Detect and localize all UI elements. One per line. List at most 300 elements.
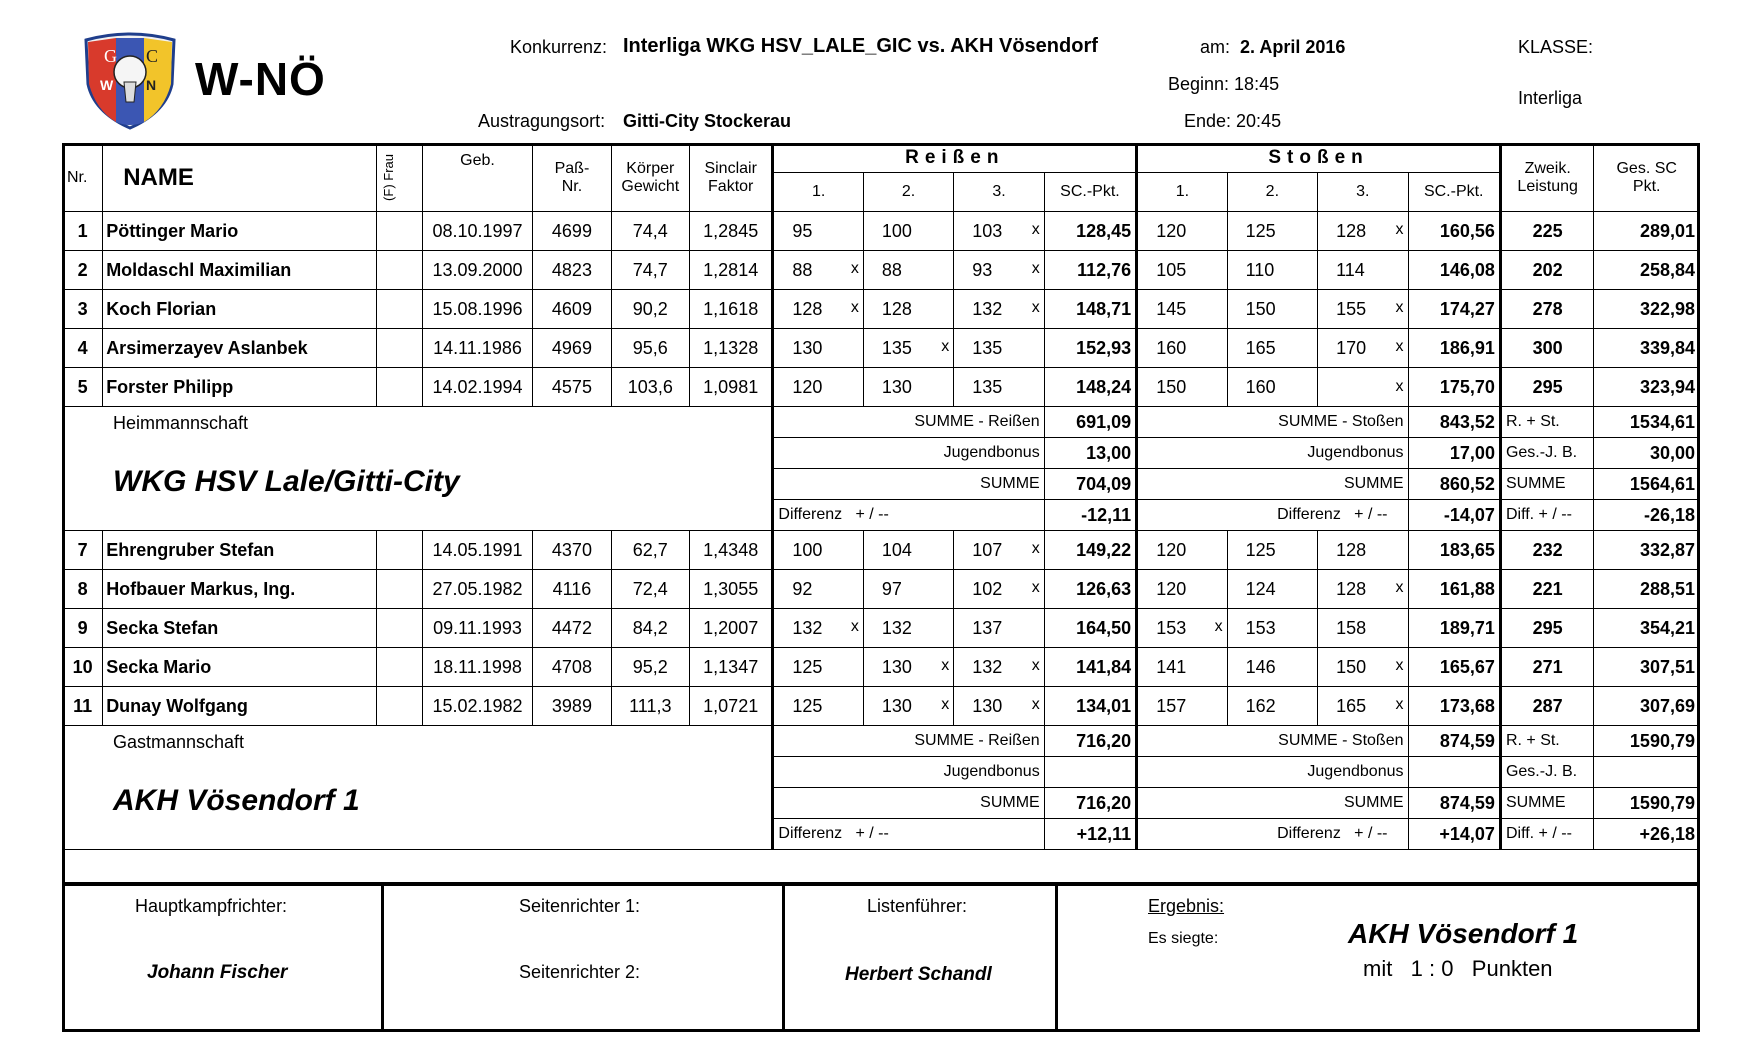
athlete-row (63, 329, 1700, 368)
club-logo (80, 32, 180, 130)
athlete-weight: 103,6 (611, 368, 689, 407)
fail-mark: x (1031, 539, 1040, 557)
attempt-value: 128 (1336, 220, 1367, 241)
jerk-attempt-1 (1137, 648, 1227, 687)
sum-reissen-label: SUMME - Reißen (773, 726, 1044, 757)
athlete-ges-sc: 322,98 (1594, 290, 1700, 329)
sum-stossen-value: 843,52 (1408, 407, 1500, 438)
athlete-sinclair: 1,2007 (690, 609, 773, 648)
snatch-attempt-1 (773, 609, 863, 648)
jerk-sc: 165,67 (1408, 648, 1500, 687)
athlete-frau (376, 648, 422, 687)
athlete-sinclair: 1,2814 (690, 251, 773, 290)
guest-team-label: Gastmannschaft (113, 732, 245, 752)
attempt-value: 93 (972, 259, 993, 280)
athlete-nr: 11 (63, 687, 103, 726)
snatch-attempt-1 (773, 570, 863, 609)
austragungsort-value: Gitti-City Stockerau (623, 111, 792, 131)
jerk-attempt-2 (1227, 212, 1317, 251)
jerk-attempt-2 (1227, 290, 1317, 329)
fail-mark: x (850, 298, 859, 316)
summe-total-value: 1590,79 (1594, 788, 1700, 819)
athlete-frau (376, 290, 422, 329)
athlete-sinclair: 1,1328 (690, 329, 773, 368)
athlete-frau (376, 531, 422, 570)
sum-reissen-label: SUMME - Reißen (773, 407, 1044, 438)
fail-mark: x (1031, 695, 1040, 713)
athlete-name: Koch Florian (103, 290, 376, 329)
summe-stossen-label: SUMME (1137, 469, 1408, 500)
athlete-sinclair: 1,1347 (690, 648, 773, 687)
athlete-frau (376, 329, 422, 368)
athlete-frau (376, 609, 422, 648)
jerk-sc: 160,56 (1408, 212, 1500, 251)
athlete-name: Ehrengruber Stefan (103, 531, 376, 570)
summe-reissen-label: SUMME (773, 788, 1044, 819)
athlete-geb: 08.10.1997 (422, 212, 533, 251)
summe-total-value: 1564,61 (1594, 469, 1700, 500)
athlete-sinclair: 1,3055 (690, 570, 773, 609)
col-geb: Geb. (422, 144, 533, 212)
snatch-attempt-2 (863, 329, 953, 368)
athlete-pass: 3989 (533, 687, 611, 726)
jugendbonus-stossen-value (1408, 757, 1500, 788)
athlete-zweikampf: 278 (1500, 290, 1593, 329)
snatch-attempt-1 (773, 368, 863, 407)
snatch-attempt-3 (954, 531, 1044, 570)
home-team-box (63, 407, 773, 531)
athlete-zweikampf: 300 (1500, 329, 1593, 368)
athlete-name: Dunay Wolfgang (103, 687, 376, 726)
attempt-value: 160 (1156, 337, 1187, 358)
differenz-reissen-label: Differenz + / -- (773, 500, 1044, 531)
guest-team-box (63, 726, 773, 850)
es-siegte-label: Es siegte: (1148, 930, 1219, 947)
attempt-value: 125 (1245, 220, 1276, 241)
athlete-weight: 74,4 (611, 212, 689, 251)
col-zweik: Zweik. Leistung (1500, 144, 1593, 212)
col-r2: 2. (863, 173, 953, 212)
col-s3: 3. (1318, 173, 1408, 212)
protocol-sheet (62, 143, 1700, 1032)
fail-mark: x (1395, 695, 1404, 713)
fail-mark: x (1395, 656, 1404, 674)
snatch-attempt-2 (863, 251, 953, 290)
athlete-zweikampf: 221 (1500, 570, 1593, 609)
athlete-ges-sc: 332,87 (1594, 531, 1700, 570)
athlete-nr: 7 (63, 531, 103, 570)
austragungsort-label: Austragungsort: (478, 111, 606, 131)
athlete-weight: 62,7 (611, 531, 689, 570)
athlete-name: Forster Philipp (103, 368, 376, 407)
attempt-value: 135 (972, 337, 1003, 358)
snatch-attempt-2 (863, 212, 953, 251)
athlete-row (63, 687, 1700, 726)
klasse-value: Interliga (1518, 88, 1583, 108)
athlete-zweikampf: 295 (1500, 368, 1593, 407)
athlete-row (63, 251, 1700, 290)
ende-time: Ende: 20:45 (1184, 111, 1282, 131)
header-row-1 (63, 144, 1700, 173)
snatch-attempt-3 (954, 687, 1044, 726)
sum-stossen-label: SUMME - Stoßen (1137, 407, 1408, 438)
athlete-nr: 1 (63, 212, 103, 251)
summe-stossen-label: SUMME (1137, 788, 1408, 819)
athlete-ges-sc: 258,84 (1594, 251, 1700, 290)
guest-sum-row (63, 726, 1700, 757)
differenz-reissen-value: +12,11 (1044, 819, 1136, 850)
svg-text:C: C (146, 46, 159, 66)
attempt-value: 157 (1156, 695, 1187, 716)
klasse-label: KLASSE: (1518, 37, 1594, 57)
snatch-attempt-1 (773, 212, 863, 251)
snatch-attempt-1 (773, 251, 863, 290)
athlete-pass: 4699 (533, 212, 611, 251)
jerk-attempt-1 (1137, 329, 1227, 368)
jerk-attempt-3 (1318, 609, 1408, 648)
snatch-attempt-1 (773, 290, 863, 329)
attempt-value: 100 (792, 539, 823, 560)
summe-total-label: SUMME (1500, 469, 1593, 500)
snatch-sc: 148,24 (1044, 368, 1136, 407)
athlete-weight: 72,4 (611, 570, 689, 609)
athlete-nr: 10 (63, 648, 103, 687)
jerk-sc: 175,70 (1408, 368, 1500, 407)
differenz-total-label: Diff. + / -- (1500, 819, 1593, 850)
differenz-total-label: Diff. + / -- (1500, 500, 1593, 531)
athlete-pass: 4609 (533, 290, 611, 329)
athlete-row (63, 290, 1700, 329)
fail-mark: x (1395, 337, 1404, 355)
jugendbonus-total-label: Ges.-J. B. (1500, 438, 1593, 469)
col-gessc: Ges. SC Pkt. (1594, 144, 1700, 212)
differenz-reissen-label: Differenz + / -- (773, 819, 1044, 850)
fail-mark: x (850, 259, 859, 277)
attempt-value: 100 (881, 220, 912, 241)
attempt-value: 135 (972, 376, 1003, 397)
athlete-geb: 13.09.2000 (422, 251, 533, 290)
athlete-ges-sc: 339,84 (1594, 329, 1700, 368)
col-name: NAME (103, 144, 376, 212)
sum-total-label: R. + St. (1500, 407, 1593, 438)
athlete-nr: 5 (63, 368, 103, 407)
athlete-geb: 18.11.1998 (422, 648, 533, 687)
athlete-zweikampf: 232 (1500, 531, 1593, 570)
attempt-value: 110 (1245, 259, 1275, 280)
attempt-value: 135 (881, 337, 912, 358)
col-r3: 3. (954, 173, 1044, 212)
attempt-value: 153 (1245, 617, 1276, 638)
athlete-nr: 4 (63, 329, 103, 368)
attempt-value: 153 (1156, 617, 1187, 638)
attempt-value: 92 (792, 578, 813, 599)
jerk-attempt-3 (1318, 329, 1408, 368)
attempt-value: 165 (1336, 695, 1367, 716)
col-r1: 1. (773, 173, 863, 212)
attempt-value: 130 (881, 695, 912, 716)
athlete-pass: 4575 (533, 368, 611, 407)
attempt-value: 150 (1336, 656, 1367, 677)
differenz-stossen-label: Differenz + / -- (1137, 819, 1408, 850)
jugendbonus-reissen-value: 13,00 (1044, 438, 1136, 469)
athlete-weight: 95,2 (611, 648, 689, 687)
snatch-attempt-3 (954, 368, 1044, 407)
jugendbonus-stossen-label: Jugendbonus (1137, 438, 1408, 469)
attempt-value: 107 (972, 539, 1003, 560)
snatch-sc: 141,84 (1044, 648, 1136, 687)
date-value: 2. April 2016 (1240, 37, 1346, 57)
athlete-pass: 4823 (533, 251, 611, 290)
fail-mark: x (941, 656, 950, 674)
jerk-sc: 174,27 (1408, 290, 1500, 329)
attempt-value: 162 (1245, 695, 1276, 716)
attempt-value: 120 (792, 376, 823, 397)
athlete-nr: 8 (63, 570, 103, 609)
attempt-value: 124 (1245, 578, 1276, 599)
athlete-sinclair: 1,1618 (690, 290, 773, 329)
athlete-row (63, 212, 1700, 251)
snatch-sc: 152,93 (1044, 329, 1136, 368)
summe-stossen-value: 860,52 (1408, 469, 1500, 500)
beginn-time: Beginn: 18:45 (1168, 74, 1280, 94)
attempt-value: 145 (1156, 298, 1187, 319)
seitenrichter2-label: Seitenrichter 2: (519, 962, 641, 982)
attempt-value: 88 (792, 259, 813, 280)
athlete-weight: 74,7 (611, 251, 689, 290)
summe-stossen-value: 874,59 (1408, 788, 1500, 819)
attempt-value: 120 (1156, 539, 1187, 560)
fail-mark: x (1395, 378, 1404, 395)
jerk-attempt-2 (1227, 570, 1317, 609)
jerk-attempt-3 (1318, 687, 1408, 726)
attempt-value: 102 (972, 578, 1003, 599)
jerk-sc: 146,08 (1408, 251, 1500, 290)
attempt-value: 114 (1336, 259, 1365, 280)
athlete-pass: 4116 (533, 570, 611, 609)
jerk-attempt-1 (1137, 531, 1227, 570)
attempt-value: 120 (1156, 220, 1187, 241)
fail-mark: x (1031, 259, 1040, 277)
jugendbonus-reissen-label: Jugendbonus (773, 438, 1044, 469)
snatch-attempt-3 (954, 251, 1044, 290)
jugendbonus-total-value (1594, 757, 1700, 788)
athlete-weight: 111,3 (611, 687, 689, 726)
col-reissen: Reißen (773, 144, 1137, 173)
result-points: mit 1 : 0 Punkten (1363, 956, 1553, 981)
fail-mark: x (1031, 656, 1040, 674)
attempt-value: 132 (972, 298, 1003, 319)
brand-title: W-NÖ (195, 53, 326, 105)
athlete-ges-sc: 323,94 (1594, 368, 1700, 407)
attempt-value: 95 (792, 220, 813, 241)
attempt-value: 150 (1156, 376, 1187, 397)
athlete-zweikampf: 295 (1500, 609, 1593, 648)
summe-reissen-value: 704,09 (1044, 469, 1136, 500)
col-s2: 2. (1227, 173, 1317, 212)
home-team-name: WKG HSV Lale/Gitti-City (113, 465, 460, 498)
athlete-weight: 84,2 (611, 609, 689, 648)
attempt-value: 165 (1245, 337, 1276, 358)
athlete-nr: 2 (63, 251, 103, 290)
attempt-value: 137 (972, 617, 1003, 638)
attempt-value: 120 (1156, 578, 1187, 599)
jerk-attempt-3 (1318, 290, 1408, 329)
athlete-row (63, 609, 1700, 648)
differenz-total-value: -26,18 (1594, 500, 1700, 531)
attempt-value: 128 (792, 298, 823, 319)
snatch-sc: 128,45 (1044, 212, 1136, 251)
athlete-geb: 15.02.1982 (422, 687, 533, 726)
differenz-stossen-label: Differenz + / -- (1137, 500, 1408, 531)
jerk-attempt-2 (1227, 531, 1317, 570)
attempt-value: 128 (1336, 539, 1367, 560)
jerk-attempt-2 (1227, 648, 1317, 687)
attempt-value: 160 (1245, 376, 1276, 397)
attempt-value: 132 (792, 617, 823, 638)
athlete-sinclair: 1,2845 (690, 212, 773, 251)
col-stossen: Stoßen (1137, 144, 1501, 173)
sum-total-value: 1534,61 (1594, 407, 1700, 438)
jerk-attempt-2 (1227, 687, 1317, 726)
fail-mark: x (1031, 578, 1040, 596)
jugendbonus-stossen-label: Jugendbonus (1137, 757, 1408, 788)
snatch-sc: 134,01 (1044, 687, 1136, 726)
sum-reissen-value: 716,20 (1044, 726, 1136, 757)
athlete-ges-sc: 354,21 (1594, 609, 1700, 648)
athlete-sinclair: 1,0721 (690, 687, 773, 726)
snatch-attempt-1 (773, 648, 863, 687)
svg-text:N: N (146, 77, 157, 93)
jerk-attempt-1 (1137, 687, 1227, 726)
fail-mark: x (1395, 220, 1404, 238)
jerk-attempt-3 (1318, 648, 1408, 687)
col-sinclair: Sinclair Faktor (690, 144, 773, 212)
jerk-attempt-1 (1137, 609, 1227, 648)
ergebnis-box (1058, 886, 1697, 1029)
hauptkampfrichter-box (65, 886, 384, 1029)
attempt-value: 125 (1245, 539, 1276, 560)
attempt-value: 128 (881, 298, 912, 319)
athlete-geb: 27.05.1982 (422, 570, 533, 609)
attempt-value: 125 (792, 656, 823, 677)
attempt-value: 104 (881, 539, 912, 560)
jugendbonus-reissen-value (1044, 757, 1136, 788)
sum-total-label: R. + St. (1500, 726, 1593, 757)
snatch-attempt-1 (773, 531, 863, 570)
athlete-geb: 14.05.1991 (422, 531, 533, 570)
jugendbonus-total-value: 30,00 (1594, 438, 1700, 469)
jerk-sc: 183,65 (1408, 531, 1500, 570)
attempt-value: 130 (972, 695, 1003, 716)
hauptkampfrichter-label: Hauptkampfrichter: (135, 896, 288, 916)
attempt-value: 130 (881, 376, 912, 397)
konkurrenz-label: Konkurrenz: (510, 37, 608, 57)
sum-total-value: 1590,79 (1594, 726, 1700, 757)
snatch-attempt-1 (773, 687, 863, 726)
result-table (62, 143, 1700, 850)
athlete-row (63, 570, 1700, 609)
col-ssc: SC.-Pkt. (1408, 173, 1500, 212)
snatch-attempt-3 (954, 212, 1044, 251)
snatch-sc: 126,63 (1044, 570, 1136, 609)
jerk-attempt-1 (1137, 212, 1227, 251)
snatch-sc: 149,22 (1044, 531, 1136, 570)
athlete-sinclair: 1,4348 (690, 531, 773, 570)
date-label: am: (1200, 37, 1231, 57)
athlete-row (63, 368, 1700, 407)
athlete-zweikampf: 271 (1500, 648, 1593, 687)
jerk-attempt-3 (1318, 531, 1408, 570)
attempt-value: 125 (792, 695, 823, 716)
konkurrenz-value: Interliga WKG HSV_LALE_GIC vs. AKH Vösendorf (623, 35, 1098, 57)
differenz-reissen-value: -12,11 (1044, 500, 1136, 531)
table-body (63, 144, 1700, 850)
snatch-sc: 148,71 (1044, 290, 1136, 329)
snatch-sc: 164,50 (1044, 609, 1136, 648)
athlete-frau (376, 251, 422, 290)
listenfuehrer-box (785, 886, 1058, 1029)
summe-reissen-value: 716,20 (1044, 788, 1136, 819)
home-team-label: Heimmannschaft (113, 413, 249, 433)
fail-mark: x (1395, 298, 1404, 316)
athlete-pass: 4370 (533, 531, 611, 570)
snatch-attempt-3 (954, 609, 1044, 648)
jerk-attempt-3 (1318, 212, 1408, 251)
hauptkampfrichter-name: Johann Fischer (147, 962, 288, 983)
attempt-value: 130 (881, 656, 912, 677)
differenz-total-value: +26,18 (1594, 819, 1700, 850)
athlete-geb: 14.11.1986 (422, 329, 533, 368)
fail-mark: x (941, 337, 950, 355)
jugendbonus-stossen-value: 17,00 (1408, 438, 1500, 469)
snatch-attempt-3 (954, 290, 1044, 329)
snatch-attempt-2 (863, 368, 953, 407)
differenz-stossen-value: -14,07 (1408, 500, 1500, 531)
athlete-geb: 09.11.1993 (422, 609, 533, 648)
fail-mark: x (1031, 220, 1040, 238)
col-rsc: SC.-Pkt. (1044, 173, 1136, 212)
listenfuehrer-label: Listenführer: (867, 896, 968, 916)
fail-mark: x (850, 617, 859, 635)
jerk-attempt-1 (1137, 570, 1227, 609)
jerk-attempt-2 (1227, 368, 1317, 407)
snatch-attempt-2 (863, 648, 953, 687)
athlete-name: Moldaschl Maximilian (103, 251, 376, 290)
svg-text:W: W (100, 77, 114, 93)
col-nr: Nr. (63, 144, 103, 212)
jerk-attempt-2 (1227, 251, 1317, 290)
snatch-attempt-1 (773, 329, 863, 368)
athlete-geb: 15.08.1996 (422, 290, 533, 329)
col-pass: Paß- Nr. (533, 144, 611, 212)
athlete-name: Secka Stefan (103, 609, 376, 648)
seitenrichter1-label: Seitenrichter 1: (519, 896, 641, 916)
fail-mark: x (1214, 617, 1223, 635)
jerk-attempt-2 (1227, 329, 1317, 368)
attempt-value: 158 (1336, 617, 1367, 638)
snatch-attempt-2 (863, 609, 953, 648)
jerk-attempt-2 (1227, 609, 1317, 648)
col-frau: (F) Frau (376, 144, 422, 212)
attempt-value: 132 (881, 617, 912, 638)
attempt-value: 170 (1336, 337, 1367, 358)
signature-section (62, 883, 1700, 1032)
ergebnis-label: Ergebnis: (1148, 896, 1225, 916)
snatch-attempt-3 (954, 329, 1044, 368)
snatch-attempt-2 (863, 687, 953, 726)
jerk-sc: 173,68 (1408, 687, 1500, 726)
jerk-attempt-1 (1137, 368, 1227, 407)
